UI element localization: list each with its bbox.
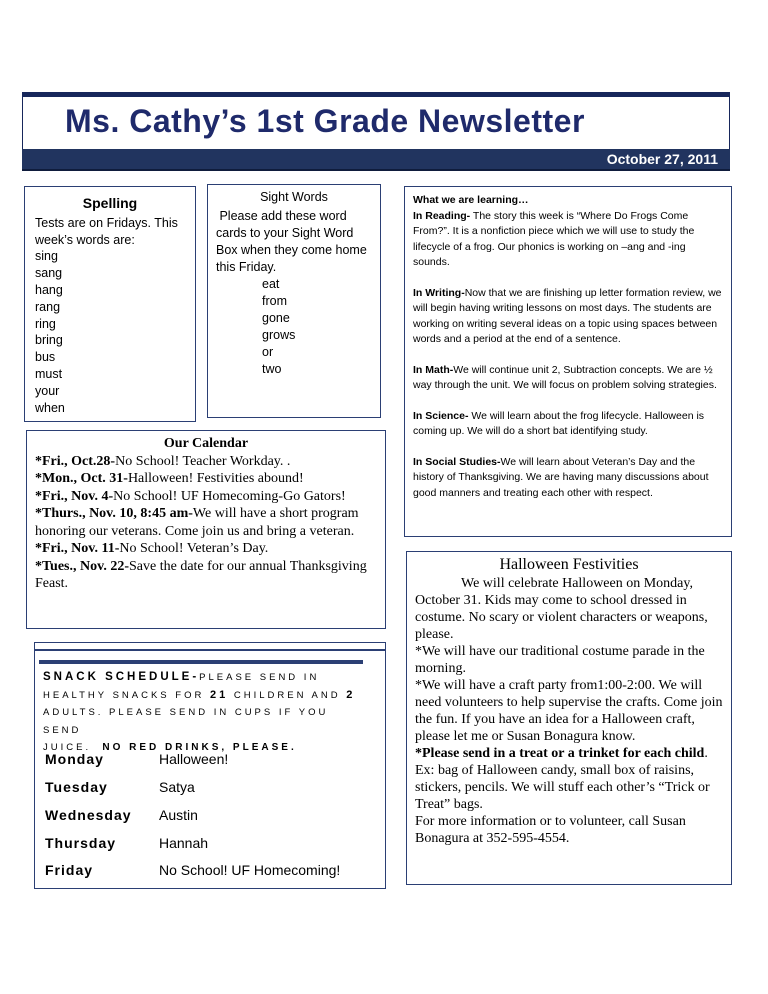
calendar-event	[35, 470, 377, 488]
writing-text: Now that we are finishing up letter formation review, we will begin having writing lessons on most days. The students are working on writing several ideas on a topic using spaces between words and a period at the end of a sentence.	[413, 286, 722, 345]
halloween-contact: For more information or to volunteer, call Susan Bonagura at 352-595-4554.	[415, 814, 686, 846]
spelling-word: sing	[35, 249, 58, 264]
writing-section	[413, 286, 723, 348]
snack-row	[45, 779, 365, 799]
snack-accent-bar	[39, 660, 363, 664]
snack-day: Tuesday	[45, 779, 108, 795]
snack-row	[45, 862, 365, 882]
spelling-word-list	[35, 248, 185, 416]
event-text: We will have a short program honoring our veterans. Come join us and bring a veteran.	[35, 506, 359, 539]
spelling-word: when	[35, 400, 65, 415]
learning-heading: What we are learning…	[413, 194, 529, 206]
newsletter-header	[22, 92, 730, 149]
sight-words-instruction: Box when they come home	[216, 243, 367, 257]
event-date: *Fri., Nov. 11-	[35, 541, 120, 556]
spelling-word: bring	[35, 333, 63, 348]
spelling-word: ring	[35, 316, 56, 331]
spelling-word: your	[35, 383, 60, 398]
sight-word: eat	[262, 277, 280, 291]
snack-day: Friday	[45, 862, 94, 878]
sight-words-instruction: Please add these word	[216, 209, 347, 223]
sight-words-instruction: cards to your Sight Word	[216, 226, 354, 240]
calendar-event	[35, 558, 377, 593]
event-text: Save the date for our annual Thanksgiving Feast.	[35, 558, 367, 591]
writing-label: In Writing-	[413, 286, 465, 299]
snack-top-rule	[35, 649, 385, 651]
spelling-heading: Spelling	[82, 195, 138, 211]
snack-heading: SNACK SCHEDULE-	[43, 671, 200, 683]
event-text: No School! Teacher Workday. .	[115, 453, 291, 469]
spelling-box	[24, 186, 196, 422]
spelling-word: bus	[35, 350, 56, 365]
snack-adult-count: 2	[346, 688, 356, 701]
snack-children-count: 21	[209, 688, 229, 701]
event-date: *Thurs., Nov. 10, 8:45 am-	[35, 506, 193, 521]
reading-label: In Reading-	[413, 209, 471, 222]
sight-word: or	[262, 345, 274, 359]
newsletter-date: October 27, 2011	[606, 151, 718, 167]
math-text: We will continue unit 2, Subtraction concepts. We are ½ way through the unit. We will focus on problem solving strategies.	[413, 363, 717, 391]
snack-row	[45, 751, 365, 771]
sight-word: two	[262, 362, 282, 376]
halloween-paragraph: *We will have a craft party from1:00-2:00. We will need volunteers to help supervise the crafts. Come join the fun. If you have an idea for a Halloween craft, please let me or Susan Bonagura know.	[415, 678, 723, 744]
sight-word-list	[262, 276, 372, 378]
event-date: *Mon., Oct. 31-	[35, 471, 128, 486]
snack-assignment: Hannah	[159, 835, 209, 851]
snack-line: JUICE.	[43, 742, 103, 753]
social-studies-label: In Social Studies-	[413, 455, 501, 468]
calendar-event	[35, 453, 377, 471]
newsletter-title: Ms. Cathy’s 1st Grade Newsletter	[65, 103, 585, 139]
science-text: We will learn about the frog lifecycle. Halloween is coming up. We will do a short bat identifying study.	[413, 409, 705, 437]
treat-request: *Please send in a treat or a trinket for each child	[415, 746, 705, 761]
snack-day: Thursday	[45, 835, 117, 851]
spelling-word: must	[35, 366, 63, 381]
snack-assignment: Satya	[159, 779, 195, 795]
spelling-word: sang	[35, 266, 63, 281]
social-studies-section	[413, 455, 723, 502]
science-label: In Science-	[413, 409, 469, 422]
snack-assignment: Halloween!	[159, 751, 229, 767]
sight-words-instruction: this Friday.	[216, 260, 277, 274]
event-date: *Fri., Nov. 4-	[35, 488, 114, 504]
snack-row	[45, 807, 365, 827]
snack-line: CHILDREN AND	[228, 689, 347, 701]
reading-section	[413, 209, 723, 271]
snack-line: HEALTHY SNACKS FOR	[43, 689, 210, 701]
snack-day: Wednesday	[45, 807, 132, 823]
snack-day: Monday	[45, 751, 104, 767]
snack-assignment: Austin	[159, 807, 198, 823]
sight-word: gone	[262, 311, 290, 325]
science-section	[413, 409, 723, 440]
calendar-box	[26, 430, 386, 629]
snack-schedule-box	[34, 642, 386, 889]
sight-word: grows	[262, 328, 296, 342]
no-red-drinks-note: NO RED DRINKS, PLEASE.	[102, 742, 297, 753]
halloween-paragraph: We will celebrate Halloween on Monday, October 31. Kids may come to school dressed in costume. No scary or violent characters or weapons, please.	[415, 576, 708, 642]
sight-words-box	[207, 184, 381, 418]
halloween-box	[406, 551, 732, 885]
treat-details: . Ex: bag of Halloween candy, small box of raisins, stickers, pencils. We will stuff each other’s “Trick or Treat” bags.	[415, 746, 710, 812]
sight-words-heading: Sight Words	[260, 190, 328, 204]
reading-text: The story this week is “Where Do Frogs Come From?”. It is a nonfiction piece which we will use to study the lifecycle of a frog. Our phonics is working on –ang and -ing sounds.	[413, 209, 695, 268]
calendar-event	[35, 540, 377, 558]
snack-assignment: No School! UF Homecoming!	[159, 862, 341, 878]
calendar-event	[35, 505, 377, 540]
halloween-paragraph: *We will have our traditional costume parade in the morning.	[415, 644, 705, 676]
halloween-paragraph	[415, 745, 723, 813]
sight-word: from	[262, 294, 287, 308]
event-text: No School! Veteran’s Day.	[119, 541, 269, 556]
date-bar	[22, 149, 730, 171]
spelling-intro-line: Tests are on Fridays. This	[35, 215, 178, 230]
spelling-intro-line: week’s words are:	[35, 232, 135, 247]
spelling-word: hang	[35, 282, 63, 297]
calendar-heading: Our Calendar	[163, 436, 249, 451]
spelling-word: rang	[35, 299, 61, 314]
event-date: *Tues., Nov. 22-	[35, 558, 130, 574]
snack-instructions	[43, 669, 363, 757]
snack-row	[45, 835, 365, 855]
calendar-event	[35, 488, 377, 506]
event-date: *Fri., Oct.28-	[35, 453, 116, 469]
event-text: Halloween! Festivities abound!	[127, 471, 304, 486]
math-label: In Math-	[413, 363, 454, 376]
learning-box	[404, 186, 732, 537]
halloween-heading: Halloween Festivities	[499, 556, 639, 573]
snack-line: ADULTS. PLEASE SEND IN CUPS IF YOU SEND	[43, 707, 329, 736]
event-text: No School! UF Homecoming-Go Gators!	[113, 488, 346, 504]
math-section	[413, 363, 723, 394]
social-studies-text: We will learn about Veteran’s Day and the history of Thanksgiving. We are having many discussions about good manners and treating each other with respect.	[413, 455, 709, 499]
snack-line: PLEASE SEND IN	[199, 672, 320, 683]
